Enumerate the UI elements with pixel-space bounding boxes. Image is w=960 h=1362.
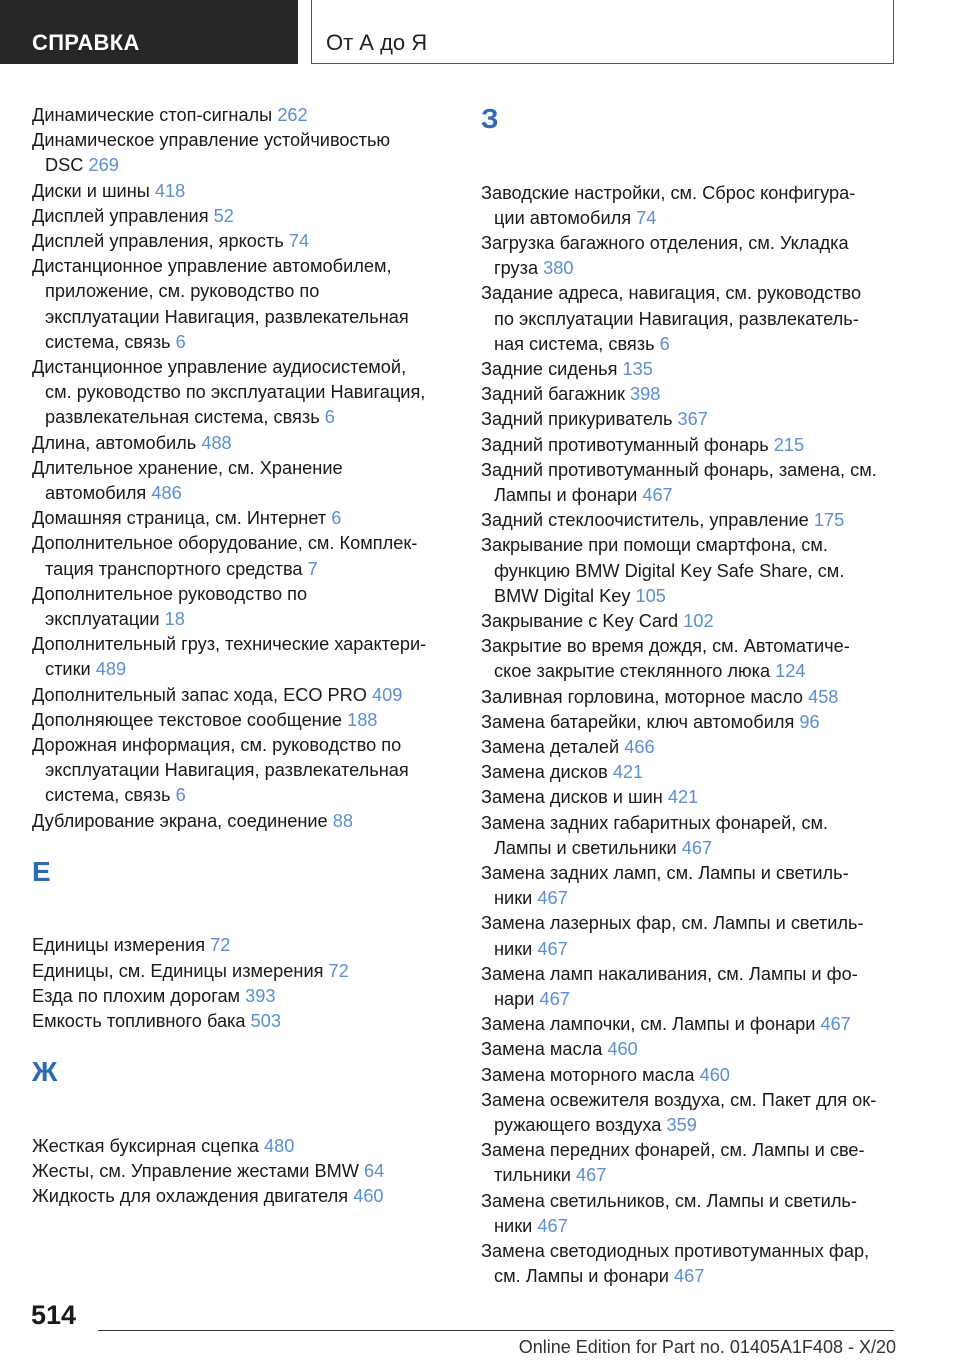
index-page-link[interactable]: 489: [95, 659, 127, 680]
index-entry-text: приложение, см. руководство по: [45, 281, 320, 302]
index-entry: [481, 231, 911, 281]
index-entry: [481, 433, 911, 458]
index-page-link[interactable]: 105: [635, 585, 666, 606]
index-page-link[interactable]: 380: [543, 258, 574, 279]
index-page-link[interactable]: 96: [799, 711, 820, 732]
index-entry-text: ники: [494, 888, 533, 909]
index-entry-text: Задний багажник: [481, 384, 625, 405]
index-entry: [32, 204, 457, 229]
index-page-link[interactable]: 460: [353, 1186, 384, 1207]
footer-divider: [98, 1330, 894, 1331]
index-page-link[interactable]: 64: [364, 1160, 385, 1181]
index-entry-text: Замена светодиодных противотуманных фар,: [481, 1241, 870, 1262]
index-entry-text: Дублирование экрана, соединение: [32, 810, 328, 831]
index-page-link[interactable]: 467: [674, 1266, 705, 1287]
index-entry-text: Емкость топливного бака: [32, 1011, 246, 1031]
index-page-link[interactable]: 467: [539, 989, 570, 1009]
index-entry-text: Дистанционное управление аудиосистемой,: [32, 357, 407, 378]
index-entry-text: Задний противотуманный фонарь, замена, см.: [481, 459, 877, 480]
index-entry: [481, 357, 911, 382]
index-page-link[interactable]: 503: [250, 1011, 281, 1031]
index-entry: [32, 1159, 457, 1184]
index-page-link[interactable]: 421: [612, 762, 644, 783]
index-entry-text: Лампы и фонари: [494, 484, 638, 505]
index-entry-text: Дисплей управления: [32, 205, 209, 226]
index-page-link[interactable]: 467: [820, 1014, 851, 1035]
index-page-link[interactable]: 460: [607, 1039, 638, 1060]
index-entry-text: Замена светильников, см. Лампы и светиль-: [481, 1190, 857, 1211]
index-entry: [481, 1012, 911, 1037]
index-entry: [481, 1239, 911, 1289]
index-entry-text: Замена ламп накаливания, см. Лампы и фо-: [481, 963, 858, 984]
index-entry-text: Замена лазерных фар, см. Лампы и светиль-: [481, 913, 864, 934]
index-entry-text: Единицы измерения: [32, 935, 206, 956]
index-entry-text: Жесткая буксирная сцепка: [32, 1135, 259, 1156]
section-gap: [32, 834, 457, 856]
index-entry-text: система, связь: [45, 331, 171, 352]
header-section-title: СПРАВКА: [32, 30, 140, 55]
index-page-link[interactable]: 6: [324, 407, 335, 428]
index-page-link[interactable]: 88: [332, 810, 353, 831]
index-entry-text: ники: [494, 1215, 533, 1236]
index-entry: [481, 382, 911, 407]
index-entry-text: груза: [494, 258, 539, 279]
index-column-left: [32, 103, 457, 1209]
index-entry-text: Задние сиденья: [481, 358, 618, 379]
index-entry: [481, 811, 911, 861]
index-page-link[interactable]: 418: [154, 180, 186, 201]
index-entry: [32, 708, 457, 733]
index-entry: [481, 181, 911, 231]
index-page-link[interactable]: 467: [537, 938, 568, 959]
index-entry: [32, 254, 457, 355]
index-entry: [481, 634, 911, 684]
index-entry-text: см. Лампы и фонари: [494, 1266, 669, 1287]
index-entry-text: Единицы, см. Единицы измерения: [32, 960, 324, 981]
index-entry: [32, 1009, 457, 1034]
index-entry-text: Замена моторного масла: [481, 1064, 695, 1085]
index-entry: [32, 1134, 457, 1159]
index-entry-text: Дополнительный запас хода, ECO PRO: [32, 684, 367, 705]
index-entry-text: Дополнительный груз, технические характери-: [32, 634, 427, 655]
index-entry: [32, 1184, 457, 1209]
index-entry-text: Замена дисков и шин: [481, 787, 663, 808]
index-entry-text: Заводские настройки, см. Сброс конфигура-: [481, 182, 856, 203]
index-page-link[interactable]: 460: [699, 1064, 730, 1085]
index-entry-text: Задний стеклоочиститель, управление: [481, 510, 809, 531]
index-entry: [481, 1138, 911, 1188]
index-page-link[interactable]: 421: [667, 787, 699, 808]
index-page-link[interactable]: 467: [537, 1215, 568, 1236]
index-entry-text: Закрытие во время дождя, см. Автоматиче-: [481, 636, 850, 657]
index-entry-text: Динамические стоп-сигналы: [32, 105, 273, 125]
index-entry: [32, 632, 457, 682]
index-entry-text: Дисплей управления, яркость: [32, 231, 284, 252]
index-entry: [32, 582, 457, 632]
index-entry-text: Динамическое управление устойчивостью: [32, 130, 391, 151]
index-page-link[interactable]: 458: [808, 686, 839, 707]
index-entry-text: нари: [494, 989, 535, 1009]
index-page-link[interactable]: 6: [175, 331, 186, 352]
index-letter-heading: Е: [32, 855, 51, 887]
index-entry: [481, 685, 911, 710]
index-entry: [481, 710, 911, 735]
index-entry: [32, 683, 457, 708]
footer-edition-text: Online Edition for Part no. 01405A1F408 - X/20: [518, 1337, 896, 1357]
index-entry: [32, 531, 457, 581]
index-entry: [481, 533, 911, 609]
header-chapter-tab: [311, 0, 894, 64]
index-entry-text: Диски и шины: [32, 180, 150, 201]
index-page-link[interactable]: 74: [288, 231, 310, 252]
index-letter-heading: З: [481, 103, 499, 134]
index-page-link[interactable]: 367: [677, 409, 708, 430]
index-entry-text: тильники: [494, 1165, 571, 1186]
index-page-link[interactable]: 467: [681, 837, 713, 858]
index-page-link[interactable]: 6: [659, 333, 670, 354]
index-page-link[interactable]: 262: [277, 105, 308, 125]
index-entry-text: ная система, связь: [494, 333, 655, 354]
index-entry-text: Замена передних фонарей, см. Лампы и све-: [481, 1140, 865, 1161]
index-entry: [481, 760, 911, 785]
index-entry-text: Замена дисков: [481, 762, 608, 783]
index-entry: [481, 861, 911, 911]
index-page-link[interactable]: 135: [622, 358, 653, 379]
index-entry-text: стики: [45, 659, 91, 680]
index-page-link[interactable]: 359: [666, 1115, 697, 1136]
index-entry-text: автомобиля: [45, 483, 147, 504]
index-entry-text: Домашняя страница, см. Интернет: [32, 508, 327, 529]
index-entry: [32, 103, 457, 128]
index-entry: [32, 431, 457, 456]
index-entry: [481, 281, 911, 357]
index-entry: [32, 506, 457, 531]
index-entry-text: Жесты, см. Управление жестами BMW: [32, 1160, 359, 1181]
index-entry: [481, 911, 911, 961]
index-entry: [481, 735, 911, 760]
index-entry-text: Езда по плохим дорогам: [32, 985, 241, 1006]
index-entry: [32, 179, 457, 204]
index-entry-text: Длительное хранение, см. Хранение: [32, 457, 343, 478]
index-entry-text: эксплуатации: [45, 609, 160, 630]
index-entry: [481, 407, 911, 432]
index-page-link[interactable]: 102: [683, 610, 714, 631]
index-entry: [32, 355, 457, 431]
index-page-link[interactable]: 466: [624, 736, 655, 757]
index-entry-text: Дорожная информация, см. руководство по: [32, 735, 402, 756]
index-entry: [32, 809, 457, 834]
index-entry: [481, 962, 911, 1012]
index-entry: [32, 229, 457, 254]
index-entry: [481, 508, 911, 533]
index-entry: [32, 128, 457, 178]
index-entry-text: Длина, автомобиль: [32, 432, 197, 453]
index-entry-text: Замена батарейки, ключ автомобиля: [481, 711, 795, 732]
index-page-link[interactable]: 409: [372, 684, 403, 705]
index-page-link[interactable]: 6: [331, 508, 342, 529]
index-entry-text: Задний противотуманный фонарь: [481, 434, 769, 455]
index-page-link[interactable]: 124: [775, 661, 806, 682]
index-entry: [32, 984, 457, 1009]
index-entry-text: система, связь: [45, 785, 171, 806]
header-chapter-title: От А до Я: [326, 30, 428, 55]
index-page-link[interactable]: 18: [164, 609, 185, 630]
index-page-link[interactable]: 52: [213, 205, 234, 226]
index-entry: [32, 959, 457, 984]
index-page-link[interactable]: 6: [175, 785, 186, 806]
index-entry: [32, 733, 457, 809]
index-page-link[interactable]: 269: [88, 155, 119, 176]
index-entry-text: эксплуатации Навигация, развлекательная: [45, 306, 409, 327]
index-letter-heading: Ж: [32, 1056, 58, 1088]
index-page-link[interactable]: 188: [347, 709, 378, 730]
index-entry-text: Задание адреса, навигация, см. руководство: [481, 283, 862, 304]
index-entry-text: Замена освежителя воздуха, см. Пакет для ок-: [481, 1089, 877, 1110]
index-page-link[interactable]: 72: [210, 935, 231, 956]
index-entry-text: см. руководство по эксплуатации Навигация,: [45, 382, 426, 403]
index-page-link[interactable]: 467: [537, 888, 568, 909]
index-entry-text: Заливная горловина, моторное масло: [481, 686, 804, 707]
index-entry-text: Загрузка багажного отделения, см. Укладка: [481, 232, 849, 253]
index-entry-text: эксплуатации Навигация, развлекательная: [45, 760, 409, 781]
index-entry: [481, 609, 911, 634]
index-entry-text: Замена деталей: [481, 736, 620, 757]
index-entry-text: Задний прикуриватель: [481, 409, 673, 430]
index-page-link[interactable]: 7: [307, 558, 318, 579]
index-entry-text: по эксплуатации Навигация, развлекатель-: [494, 308, 859, 329]
header-section-tab: [0, 0, 298, 64]
index-entry-text: Закрывание с Key Card: [481, 610, 679, 631]
index-entry-text: Жидкость для охлаждения двигателя: [32, 1186, 349, 1207]
index-entry-text: Дополнительное руководство по: [32, 583, 308, 604]
index-page-link[interactable]: 74: [636, 207, 657, 228]
index-page-link[interactable]: 175: [813, 510, 845, 531]
index-entry: [481, 458, 911, 508]
index-entry-text: ники: [494, 938, 533, 959]
index-entry: [481, 1189, 911, 1239]
index-entry-text: тация транспортного средства: [45, 558, 303, 579]
index-entry-text: Лампы и светильники: [494, 837, 677, 858]
index-entry: [32, 456, 457, 506]
index-page-link[interactable]: 72: [328, 960, 349, 981]
index-entry: [481, 785, 911, 810]
index-page-link[interactable]: 486: [151, 483, 182, 504]
index-page-link[interactable]: 393: [245, 985, 276, 1006]
index-page-link[interactable]: 467: [642, 484, 673, 505]
index-entry-text: Дистанционное управление автомобилем,: [32, 256, 392, 277]
index-entry-text: BMW Digital Key: [494, 585, 631, 606]
index-entry-text: Замена лампочки, см. Лампы и фонари: [481, 1014, 816, 1035]
index-page-link[interactable]: 215: [773, 434, 805, 455]
index-entry-text: Замена задних габаритных фонарей, см.: [481, 812, 829, 833]
index-page-link[interactable]: 488: [201, 432, 232, 453]
index-page-link[interactable]: 398: [629, 384, 661, 405]
index-entry-text: Дополняющее текстовое сообщение: [32, 709, 343, 730]
index-page-link[interactable]: 467: [575, 1165, 607, 1186]
index-entry-text: Замена задних ламп, см. Лампы и светиль-: [481, 862, 849, 883]
index-entry: [481, 1088, 911, 1138]
index-entry-text: DSC: [45, 155, 84, 176]
section-gap: [32, 1034, 457, 1056]
index-entry-text: функцию BMW Digital Key Safe Share, см.: [494, 560, 845, 581]
index-column-right: [481, 103, 911, 1289]
index-entry: [481, 1063, 911, 1088]
index-entry-text: развлекательная система, связь: [45, 407, 320, 428]
index-entry-text: ции автомобиля: [494, 207, 632, 228]
page-number: 514: [31, 1300, 77, 1330]
index-entry-text: Дополнительное оборудование, см. Комплек-: [32, 533, 418, 554]
index-entry-text: ское закрытие стеклянного люка: [494, 661, 771, 682]
index-page-link[interactable]: 480: [264, 1135, 295, 1156]
index-entry-text: Закрывание при помощи смартфона, см.: [481, 535, 828, 556]
index-entry: [32, 933, 457, 958]
index-entry-text: ружающего воздуха: [494, 1115, 662, 1136]
index-entry-text: Замена масла: [481, 1039, 603, 1060]
index-entry: [481, 1037, 911, 1062]
